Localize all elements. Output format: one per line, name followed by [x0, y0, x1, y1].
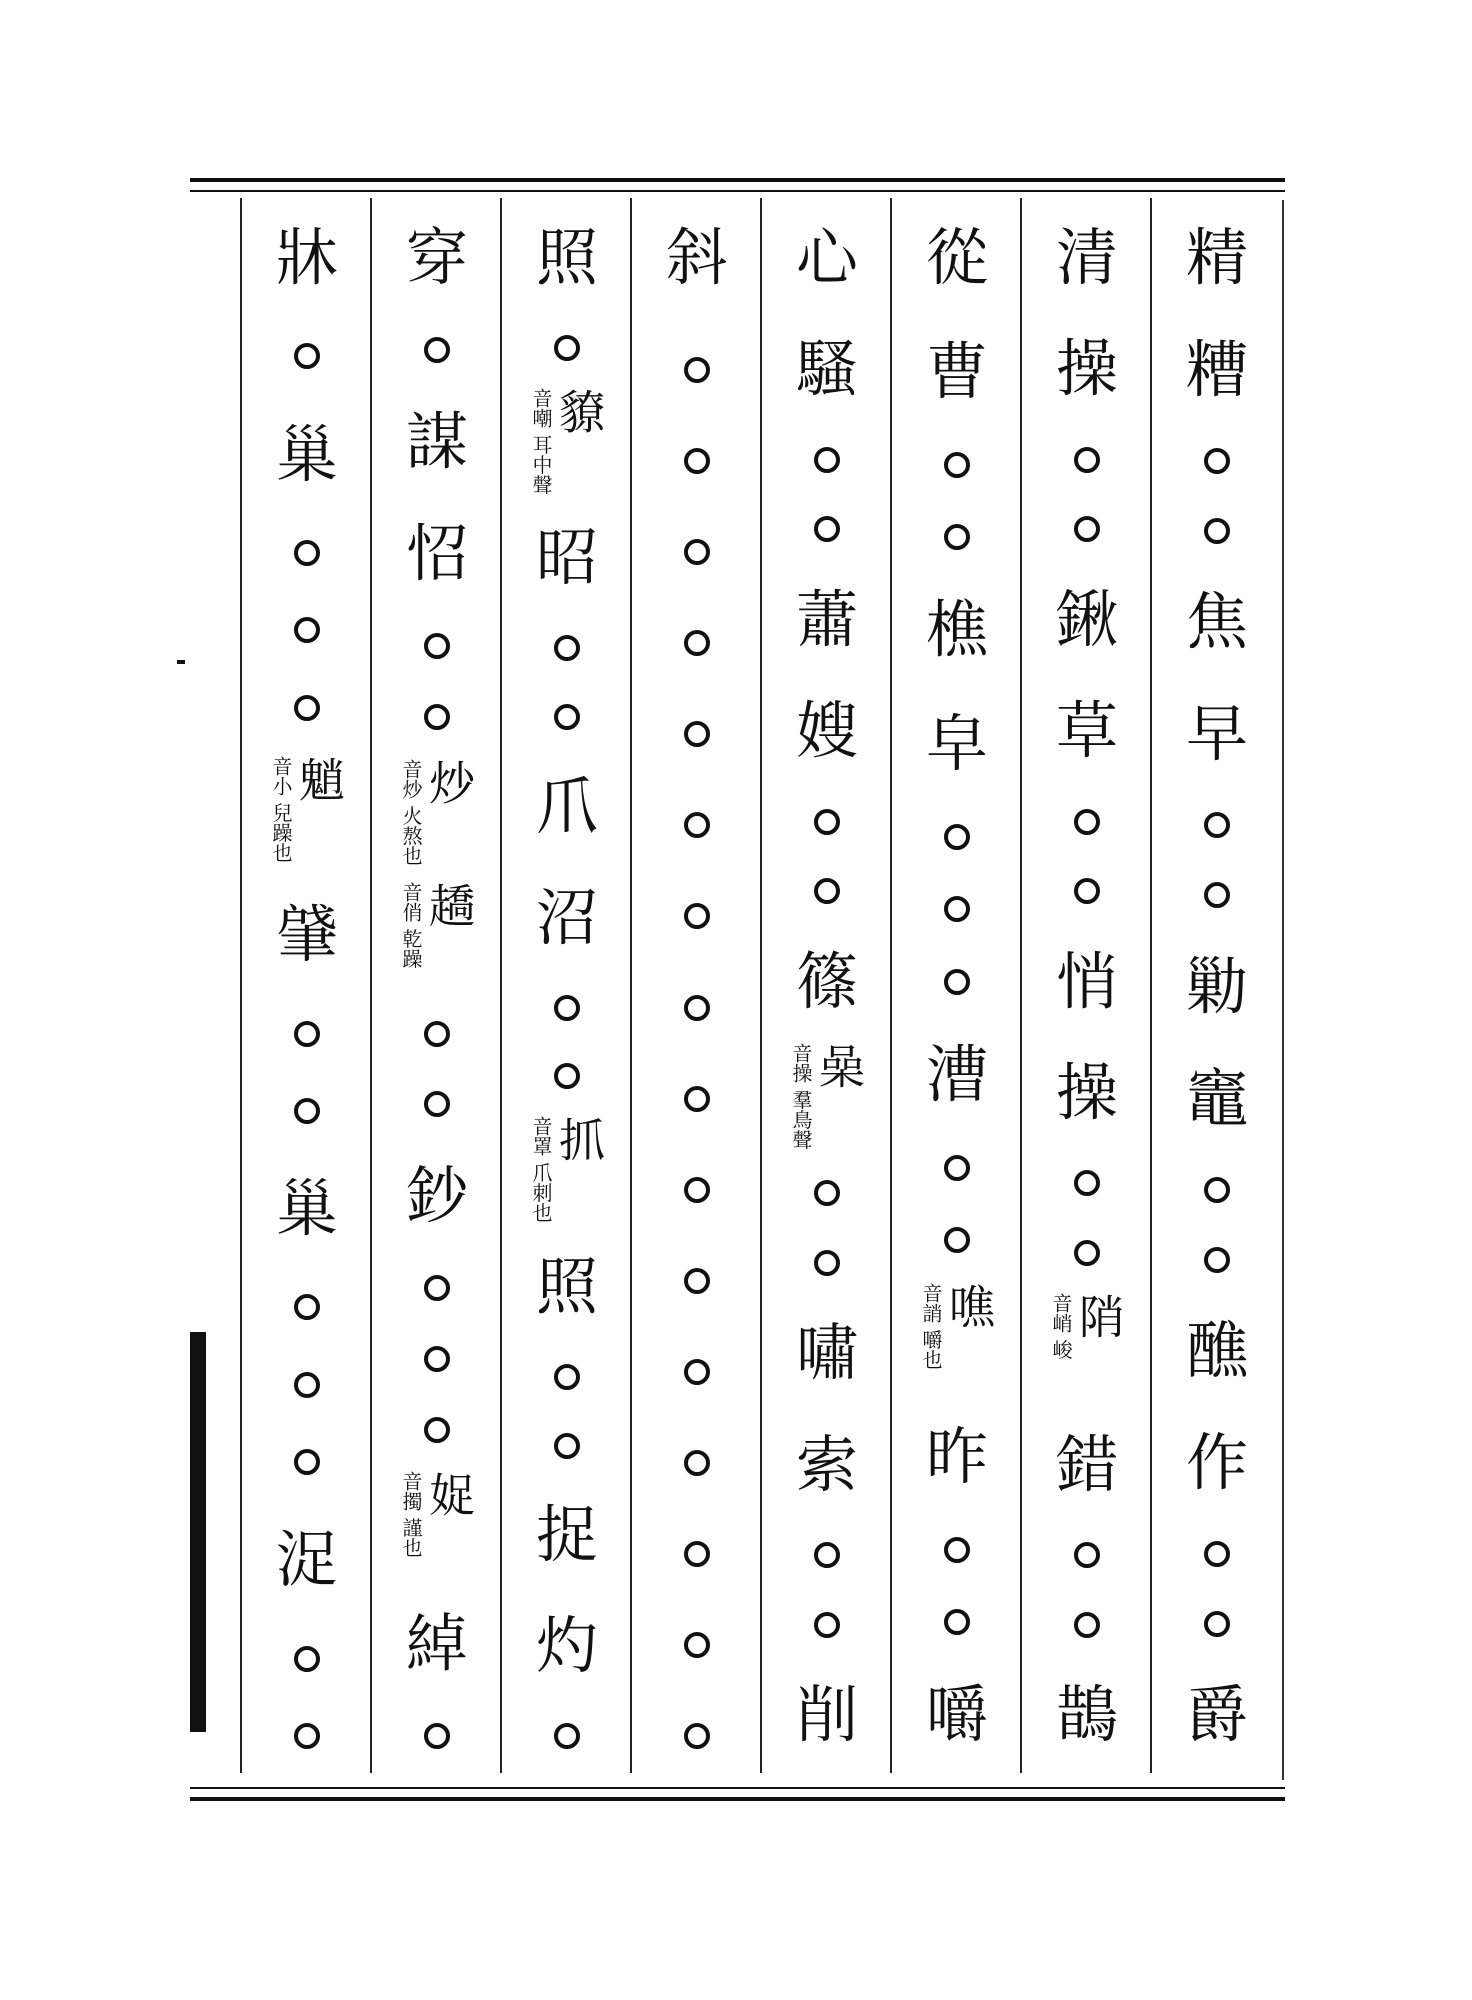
circle-icon	[554, 1364, 580, 1390]
empty-slot-circle	[1204, 432, 1230, 490]
annotated-char-main: 炒	[422, 758, 476, 805]
column-cells	[1022, 208, 1152, 1765]
annotated-char-main: 噍	[942, 1282, 996, 1329]
annotated-char-gloss: 音罩 爪刺也	[529, 1116, 553, 1223]
empty-slot-circle	[294, 1356, 320, 1414]
table-char: 糟	[1185, 333, 1248, 407]
annotated-char-gloss: 音操 羣鳥聲	[789, 1042, 813, 1150]
empty-slot-circle	[684, 1070, 710, 1128]
annotated-char	[400, 759, 474, 869]
annotated-char	[920, 1283, 994, 1393]
annotated-char-main: 䝤	[552, 387, 606, 434]
circle-icon	[294, 1021, 320, 1047]
empty-slot-circle	[294, 601, 320, 659]
circle-icon	[424, 1723, 450, 1749]
column-cells	[892, 208, 1022, 1765]
table-char: 漕	[925, 1037, 988, 1111]
circle-icon	[554, 1063, 580, 1089]
empty-slot-circle	[944, 1521, 970, 1579]
circle-icon	[684, 630, 710, 656]
column-cells	[1152, 208, 1282, 1765]
circle-icon	[684, 1177, 710, 1203]
table-char: 操	[1055, 332, 1118, 406]
annotated-char	[400, 882, 474, 992]
empty-slot-circle	[1204, 866, 1230, 924]
annotated-char-gloss: 音俏 乾躁	[399, 881, 423, 969]
circle-icon	[554, 635, 580, 661]
empty-slot-circle	[294, 327, 320, 385]
circle-icon	[424, 704, 450, 730]
table-char: 鵲	[1055, 1678, 1118, 1751]
circle-icon	[944, 1155, 970, 1181]
table-char: 錯	[1055, 1427, 1118, 1501]
circle-icon	[1074, 447, 1100, 473]
annotated-char-gloss: 音嘲 耳中聲	[529, 387, 553, 494]
circle-icon	[814, 809, 840, 835]
table-char: 灼	[535, 1609, 598, 1683]
table-column	[1150, 198, 1282, 1773]
empty-slot-circle	[294, 1433, 320, 1491]
empty-slot-circle	[424, 1005, 450, 1063]
ink-speck	[177, 660, 185, 664]
column-header-char: 精	[1185, 221, 1248, 294]
circle-icon	[684, 1268, 710, 1294]
circle-icon	[1074, 1240, 1100, 1266]
column-header-char: 清	[1055, 221, 1118, 294]
circle-icon	[684, 1450, 710, 1476]
circle-icon	[684, 1541, 710, 1567]
empty-slot-circle	[814, 1596, 840, 1654]
empty-slot-circle	[814, 1234, 840, 1292]
empty-slot-circle	[1204, 1231, 1230, 1289]
circle-icon	[944, 896, 970, 922]
annotated-char-gloss: 音誚 嚼也	[919, 1282, 943, 1370]
table-char: 焦	[1185, 585, 1248, 659]
column-cells	[502, 208, 632, 1765]
annotated-char-main: 趫	[422, 881, 476, 928]
empty-slot-circle	[1204, 502, 1230, 560]
column-header-char: 牀	[275, 221, 338, 294]
empty-slot-circle	[684, 1434, 710, 1492]
circle-icon	[294, 343, 320, 369]
empty-slot-circle	[684, 432, 710, 490]
empty-slot-circle	[294, 1707, 320, 1765]
empty-slot-circle	[684, 1252, 710, 1310]
empty-slot-circle	[814, 500, 840, 558]
empty-slot-circle	[1204, 796, 1230, 854]
circle-icon	[1074, 809, 1100, 835]
table-char: 鍬	[1055, 582, 1118, 656]
circle-icon	[554, 1723, 580, 1749]
empty-slot-circle	[944, 880, 970, 938]
circle-icon	[684, 903, 710, 929]
table-char: 鈔	[405, 1159, 468, 1233]
empty-slot-circle	[1074, 793, 1100, 851]
column-header-char: 斜	[665, 221, 728, 294]
empty-slot-circle	[944, 953, 970, 1011]
empty-slot-circle	[424, 617, 450, 675]
circle-icon	[1074, 878, 1100, 904]
circle-icon	[684, 721, 710, 747]
annotated-char-main: 陗	[1072, 1293, 1126, 1340]
annotated-char-main: 抓	[552, 1116, 606, 1163]
table-char: 沼	[535, 880, 598, 954]
circle-icon	[554, 1433, 580, 1459]
circle-icon	[424, 1417, 450, 1443]
empty-slot-circle	[684, 887, 710, 945]
circle-icon	[1074, 516, 1100, 542]
table-char: 曹	[925, 335, 988, 409]
table-char: 浞	[275, 1523, 338, 1597]
empty-slot-circle	[944, 1211, 970, 1269]
table-char: 捉	[535, 1498, 598, 1572]
empty-slot-circle	[944, 1593, 970, 1651]
annotated-char	[790, 1043, 864, 1153]
empty-slot-circle	[554, 1417, 580, 1475]
circle-icon	[424, 1021, 450, 1047]
empty-slot-circle	[944, 508, 970, 566]
empty-slot-circle	[684, 796, 710, 854]
table-char: 樵	[925, 593, 988, 667]
table-char: 索	[795, 1427, 858, 1501]
circle-icon	[684, 1086, 710, 1112]
empty-slot-circle	[554, 1348, 580, 1406]
empty-slot-circle	[684, 523, 710, 581]
circle-icon	[294, 1723, 320, 1749]
circle-icon	[814, 1250, 840, 1276]
circle-icon	[814, 878, 840, 904]
circle-icon	[1204, 1177, 1230, 1203]
table-char: 嚼	[925, 1678, 988, 1751]
empty-slot-circle	[424, 1075, 450, 1133]
empty-slot-circle	[684, 1707, 710, 1765]
table-char: 爵	[1185, 1678, 1248, 1751]
empty-slot-circle	[814, 1164, 840, 1222]
empty-slot-circle	[424, 1401, 450, 1459]
table-char: 作	[1185, 1425, 1248, 1499]
empty-slot-circle	[684, 1161, 710, 1219]
circle-icon	[1204, 448, 1230, 474]
empty-slot-circle	[554, 319, 580, 377]
column-cells	[762, 208, 892, 1765]
circle-icon	[294, 1449, 320, 1475]
empty-slot-circle	[684, 1525, 710, 1583]
empty-slot-circle	[1074, 1224, 1100, 1282]
table-column	[370, 198, 502, 1773]
table-char: 嘯	[795, 1316, 858, 1390]
empty-slot-circle	[944, 436, 970, 494]
empty-slot-circle	[554, 619, 580, 677]
circle-icon	[684, 1632, 710, 1658]
empty-slot-circle	[294, 1278, 320, 1336]
empty-slot-circle	[424, 1707, 450, 1765]
circle-icon	[944, 824, 970, 850]
circle-icon	[1074, 1170, 1100, 1196]
table-column	[240, 198, 372, 1773]
circle-icon	[554, 335, 580, 361]
empty-slot-circle	[684, 979, 710, 1037]
empty-slot-circle	[554, 979, 580, 1037]
circle-icon	[814, 447, 840, 473]
empty-slot-circle	[814, 793, 840, 851]
circle-icon	[944, 1609, 970, 1635]
frame-right-edge	[1282, 200, 1284, 1780]
circle-icon	[944, 1227, 970, 1253]
table-char: 操	[1055, 1055, 1118, 1129]
circle-icon	[684, 812, 710, 838]
circle-icon	[944, 969, 970, 995]
circle-icon	[294, 1294, 320, 1320]
annotated-char-gloss: 音峭 峻	[1049, 1293, 1073, 1360]
annotated-char-gloss: 音炒 火熬也	[399, 758, 423, 866]
circle-icon	[1204, 1611, 1230, 1637]
empty-slot-circle	[294, 1630, 320, 1688]
circle-icon	[1204, 812, 1230, 838]
circle-icon	[684, 357, 710, 383]
empty-slot-circle	[814, 1526, 840, 1584]
empty-slot-circle	[944, 808, 970, 866]
circle-icon	[1074, 1542, 1100, 1568]
circle-icon	[554, 704, 580, 730]
annotated-char	[1050, 1293, 1124, 1403]
table-char: 爪	[535, 769, 598, 843]
circle-icon	[294, 540, 320, 566]
empty-slot-circle	[684, 1616, 710, 1674]
table-char: 削	[795, 1678, 858, 1751]
column-header-char: 心	[795, 221, 858, 294]
table-char: 照	[535, 1249, 598, 1323]
empty-slot-circle	[1204, 1525, 1230, 1583]
table-char: 篠	[795, 944, 858, 1018]
empty-slot-circle	[1074, 500, 1100, 558]
table-char: 昭	[535, 521, 598, 595]
table-char: 醮	[1185, 1313, 1248, 1387]
table-char: 肈	[275, 898, 338, 972]
empty-slot-circle	[944, 1139, 970, 1197]
circle-icon	[684, 539, 710, 565]
table-char: 早	[1185, 697, 1248, 771]
circle-icon	[424, 633, 450, 659]
margin-bar	[190, 1332, 206, 1732]
empty-slot-circle	[1074, 431, 1100, 489]
table-column	[1020, 198, 1152, 1773]
annotated-char	[270, 756, 344, 866]
column-cells	[242, 208, 372, 1765]
empty-slot-circle	[684, 1343, 710, 1401]
empty-slot-circle	[424, 321, 450, 379]
empty-slot-circle	[294, 1005, 320, 1063]
table-char: 悄	[1055, 944, 1118, 1018]
table-char: 竈	[1185, 1061, 1248, 1135]
circle-icon	[1204, 1247, 1230, 1273]
empty-slot-circle	[424, 1259, 450, 1317]
circle-icon	[684, 448, 710, 474]
empty-slot-circle	[424, 1330, 450, 1388]
empty-slot-circle	[814, 431, 840, 489]
column-cells	[372, 208, 502, 1765]
table-char: 綽	[405, 1607, 468, 1681]
empty-slot-circle	[424, 688, 450, 746]
column-header-char: 穿	[405, 221, 468, 294]
table-char: 昨	[925, 1419, 988, 1493]
table-char: 草	[1055, 694, 1118, 768]
column-header-char: 從	[925, 221, 988, 294]
table-char: 巢	[275, 417, 338, 491]
circle-icon	[294, 1372, 320, 1398]
circle-icon	[684, 995, 710, 1021]
table-column	[500, 198, 632, 1773]
circle-icon	[684, 1723, 710, 1749]
table-char: 皁	[925, 707, 988, 781]
circle-icon	[944, 452, 970, 478]
annotated-char-main: 魈	[292, 755, 346, 802]
annotated-char	[400, 1471, 474, 1581]
empty-slot-circle	[1074, 1596, 1100, 1654]
circle-icon	[424, 1346, 450, 1372]
empty-slot-circle	[814, 862, 840, 920]
table-char: 勦	[1185, 949, 1248, 1023]
empty-slot-circle	[684, 705, 710, 763]
empty-slot-circle	[294, 524, 320, 582]
annotated-char	[530, 388, 604, 498]
circle-icon	[294, 1646, 320, 1672]
circle-icon	[944, 524, 970, 550]
circle-icon	[1204, 1541, 1230, 1567]
circle-icon	[1204, 518, 1230, 544]
circle-icon	[944, 1537, 970, 1563]
table-char: 怊	[405, 517, 468, 591]
circle-icon	[814, 1542, 840, 1568]
table-column	[890, 198, 1022, 1773]
circle-icon	[814, 1612, 840, 1638]
circle-icon	[294, 617, 320, 643]
empty-slot-circle	[294, 1082, 320, 1140]
empty-slot-circle	[1074, 1154, 1100, 1212]
table-char: 巢	[275, 1172, 338, 1246]
empty-slot-circle	[1204, 1595, 1230, 1653]
annotated-char-gloss: 音小 兒躁也	[269, 755, 293, 863]
circle-icon	[684, 1359, 710, 1385]
empty-slot-circle	[294, 679, 320, 737]
table-column	[630, 198, 762, 1773]
empty-slot-circle	[554, 1047, 580, 1105]
table-char: 嫂	[795, 694, 858, 768]
circle-icon	[554, 995, 580, 1021]
circle-icon	[814, 1180, 840, 1206]
annotated-char-gloss: 音擉 謹也	[399, 1471, 423, 1558]
empty-slot-circle	[1204, 1161, 1230, 1219]
empty-slot-circle	[1074, 1526, 1100, 1584]
circle-icon	[1204, 882, 1230, 908]
circle-icon	[424, 1275, 450, 1301]
table-char: 謀	[405, 404, 468, 478]
circle-icon	[294, 695, 320, 721]
table-column	[760, 198, 892, 1773]
table-char: 蕭	[795, 582, 858, 656]
annotated-char-main: 娖	[422, 1471, 476, 1518]
circle-icon	[1074, 1612, 1100, 1638]
empty-slot-circle	[554, 1707, 580, 1765]
circle-icon	[294, 1098, 320, 1124]
annotated-char	[530, 1116, 604, 1226]
circle-icon	[424, 1091, 450, 1117]
empty-slot-circle	[554, 688, 580, 746]
circle-icon	[424, 337, 450, 363]
empty-slot-circle	[1074, 862, 1100, 920]
annotated-char-main: 喿	[812, 1042, 866, 1089]
circle-icon	[814, 516, 840, 542]
empty-slot-circle	[684, 341, 710, 399]
empty-slot-circle	[684, 614, 710, 672]
table-char: 騷	[795, 332, 858, 406]
column-cells	[632, 208, 762, 1765]
column-header-char: 照	[535, 221, 598, 294]
